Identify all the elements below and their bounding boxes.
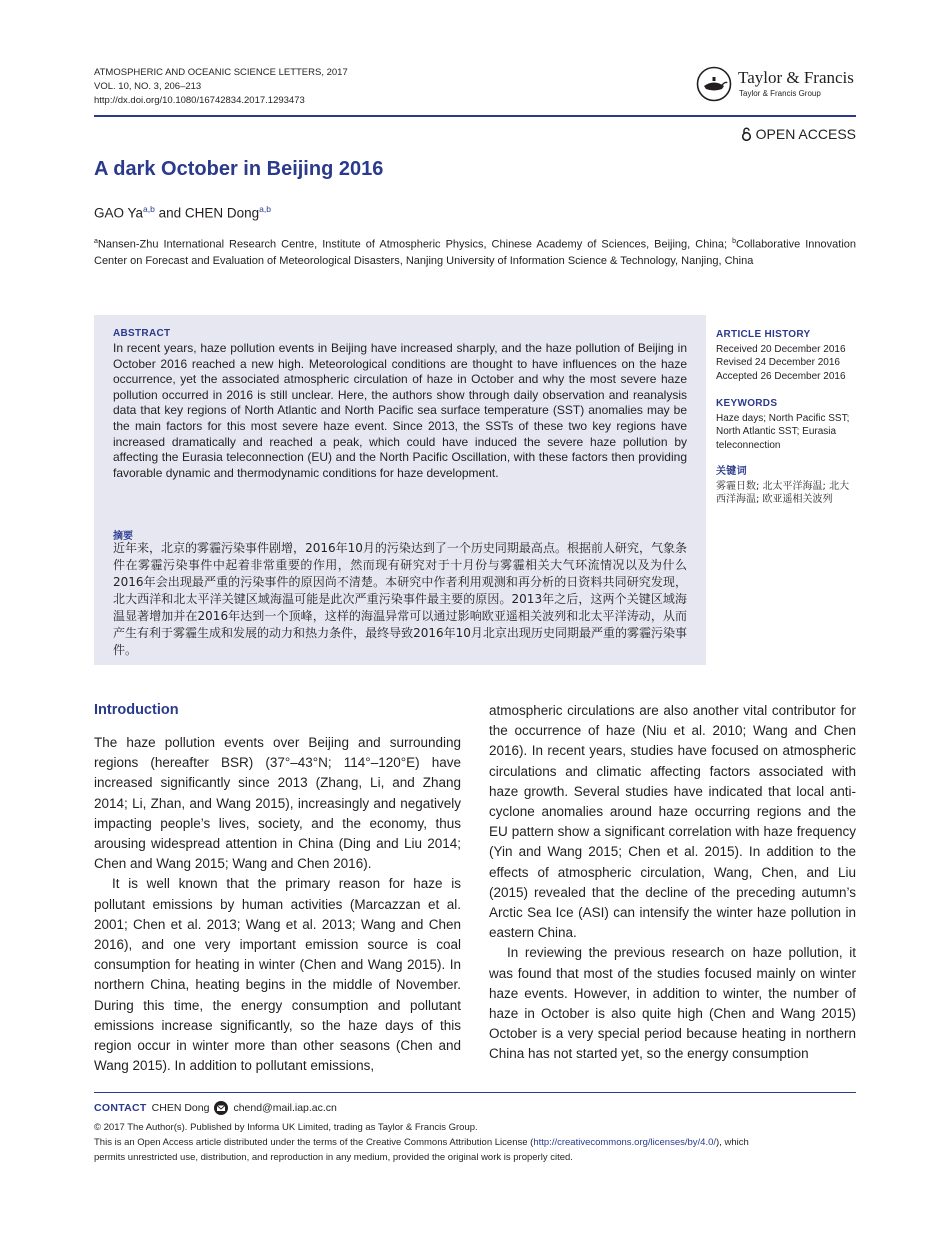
chinese-abstract-text: 近年来，北京的雾霾污染事件剧增，2016年10月的污染达到了一个历史同期最高点。根据前人研究，气象条件在雾霾污染事件中起着非常重要的作用，然而现有研究对于十月份与雾霾相关大气环流情况以及为什么2016年会出现最严重的污染事件的原因尚不清楚。本研究中作者利用观测和再分析的日资料共同研究发现，北大西洋和北太平洋关键区域海温可能是此次严重污染事件最主要的原因。2013年之后，这两个关键区域海温显著增加并在2016年达到一个顶峰，这样的海温异常可以通过影响欧亚遥相关波列和北太平洋涛动，从而产生有利于雾霾生成和发展的动力和热力条件，最终导致2016年10月北京出现历史同期最严重的雾霾污染事件。	[113, 541, 687, 657]
journal-volume: VOL. 10, NO. 3, 206–213	[94, 81, 202, 92]
footer-rule	[94, 1092, 856, 1093]
author-conjunction: and	[154, 205, 185, 221]
body-column-right	[489, 701, 856, 1065]
chinese-keywords-list: 雾霾日数; 北太平洋海温; 北大西洋海温; 欧亚遥相关波列	[716, 480, 850, 505]
license-footer	[94, 1120, 856, 1165]
contact-email[interactable]: chend@mail.iap.ac.cn	[233, 1102, 337, 1114]
chinese-abstract-heading: 摘要	[113, 531, 133, 542]
contact-label: CONTACT	[94, 1102, 147, 1114]
article-history	[716, 328, 866, 383]
intro-paragraph-3: atmospheric circulations are also another vital contributor for the occurrence of haze (Niu et al. 2010; Wang and Chen 2016). In recent years, studies have focused on atmospheric circulations and climatic affecting factors associated with haze growth. Several studies have indicated that local anti-cyclone anomalies around haze occurring regions and the EU pattern show a significant correlation with haze frequency (Yin and Wang 2015; Chen et al. 2015). In addition to the effects of atmospheric circulation, Wang, Chen, and Liu (2015) revealed that the decline of the preceding autumn’s Arctic Sea Ice (ASI) can intensify the winter haze pollution in eastern China.	[489, 703, 856, 941]
introduction-heading: Introduction	[94, 702, 179, 718]
accepted-date: Accepted 26 December 2016	[716, 370, 846, 382]
article-history-heading: ARTICLE HISTORY	[716, 329, 811, 340]
copyright-line: © 2017 The Author(s). Published by Informa UK Limited, trading as Taylor & Francis Group.	[94, 1122, 478, 1133]
affiliation-a-mark: a	[94, 238, 98, 245]
license-link[interactable]: http://creativecommons.org/licenses/by/4.0/	[533, 1137, 717, 1148]
journal-info	[94, 66, 348, 108]
journal-doi[interactable]: http://dx.doi.org/10.1080/16742834.2017.1293473	[94, 95, 305, 106]
author-line	[94, 204, 271, 221]
author-1[interactable]: GAO Ya	[94, 205, 144, 221]
chinese-keywords-heading: 关键词	[716, 466, 747, 477]
revised-date: Revised 24 December 2016	[716, 357, 840, 368]
email-icon[interactable]	[214, 1101, 228, 1115]
affiliation-b: Collaborative Innovation Center on Forecast and Evaluation of Meteorological Disasters, Nanjing University of Information Science & Technology, Nanjing, China	[94, 238, 856, 267]
publisher-group: Taylor & Francis Group	[739, 89, 821, 98]
keywords-heading: KEYWORDS	[716, 398, 778, 409]
author-2[interactable]: CHEN Dong	[184, 205, 260, 221]
intro-paragraph-1: The haze pollution events over Beijing and surrounding regions (hereafter BSR) (37°–43°N; 114°–120°E) have increased significantly since 2013 (Zhang, Li, and Zhang 2014; Li, Zhan, and Wang 2015), increasingly and negatively impacting people’s lives, society, and the economy, thus arousing widespread attention in China (Ding and Liu 2014; Chen and Wang 2015; Wang and Chen 2016).	[94, 735, 461, 872]
publisher-lamp-icon	[696, 66, 732, 102]
article-title: A dark October in Beijing 2016	[94, 158, 384, 180]
open-access-label: OPEN ACCESS	[755, 126, 856, 142]
affiliation-b-mark: b	[732, 238, 736, 245]
author-1-affiliation: a,b	[143, 204, 155, 214]
open-lock-icon	[741, 127, 752, 141]
author-2-affiliation: a,b	[259, 204, 271, 214]
affiliations	[94, 234, 856, 269]
abstract-text: In recent years, haze pollution events in Beijing have increased sharply, and the haze pollution of Beijing in October 2016 reached a new high. Meteorological conditions are thought to have influences on the haze occurrence, yet the associated atmospheric circulation of haze in October and why the most severe haze pollution occurred in 2016 is still unclear. Here, the authors show through daily observation and reanalysis data that key regions of North Atlantic and North Pacific sea surface temperature (SST) anomalies may be the main factors for this most severe haze event. Since 2013, the SSTs of these two key regions have increased dramatically and reached a peak, which could have induced the severe haze pollution by affecting the Eurasia teleconnection (EU) and the North Pacific Oscillation, with these factors then providing favorable dynamic and thermodynamic conditions for haze development.	[113, 341, 687, 480]
license-text-a: This is an Open Access article distributed under the terms of the Creative Commons Attribution License (	[94, 1137, 534, 1148]
journal-name: ATMOSPHERIC AND OCEANIC SCIENCE LETTERS, 2017	[94, 67, 348, 78]
intro-paragraph-2: It is well known that the primary reason for haze is pollutant emissions by human activities (Marcazzan et al. 2001; Chen et al. 2013; Wang et al. 2013; Wang and Chen 2016), and one very important emission source is coal consumption for heating in winter (Chen and Wang 2015). In northern China, heating begins in the middle of November. During this time, the energy consumption and pollutant emissions increase significantly, so the haze days of this region occur in winter more than other seasons (Chen and Wang 2015). In addition to pollutant emissions,	[94, 876, 461, 1074]
contact-line	[94, 1101, 337, 1115]
keywords-block	[716, 397, 861, 452]
license-line-1	[94, 1135, 856, 1150]
license-text-b: ), which	[716, 1137, 749, 1148]
affiliation-a: Nansen-Zhu International Research Centre, Institute of Atmospheric Physics, Chinese Academy of Sciences, Beijing, China;	[97, 238, 733, 251]
received-date: Received 20 December 2016	[716, 343, 846, 355]
publisher-logo[interactable]	[696, 66, 858, 106]
contact-name: CHEN Dong	[151, 1102, 210, 1114]
open-access-badge	[741, 126, 856, 142]
keywords-list: Haze days; North Pacific SST; North Atlantic SST; Eurasia teleconnection	[716, 412, 850, 451]
header-rule	[94, 115, 856, 117]
intro-paragraph-4: In reviewing the previous research on haze pollution, it was found that most of the studies focused mainly on winter haze events. However, in addition to winter, the number of haze in October is also quite high (Chen and Wang 2015) October is a very special period because heating in northern China has not started yet, so the energy consumption	[489, 945, 856, 1062]
license-line-2: permits unrestricted use, distribution, and reproduction in any medium, provided the original work is properly cited.	[94, 1152, 573, 1163]
chinese-keywords-block	[716, 465, 856, 507]
abstract-heading: ABSTRACT	[113, 328, 171, 339]
body-column-left	[94, 733, 461, 1076]
publisher-name: Taylor & Francis	[738, 68, 854, 87]
